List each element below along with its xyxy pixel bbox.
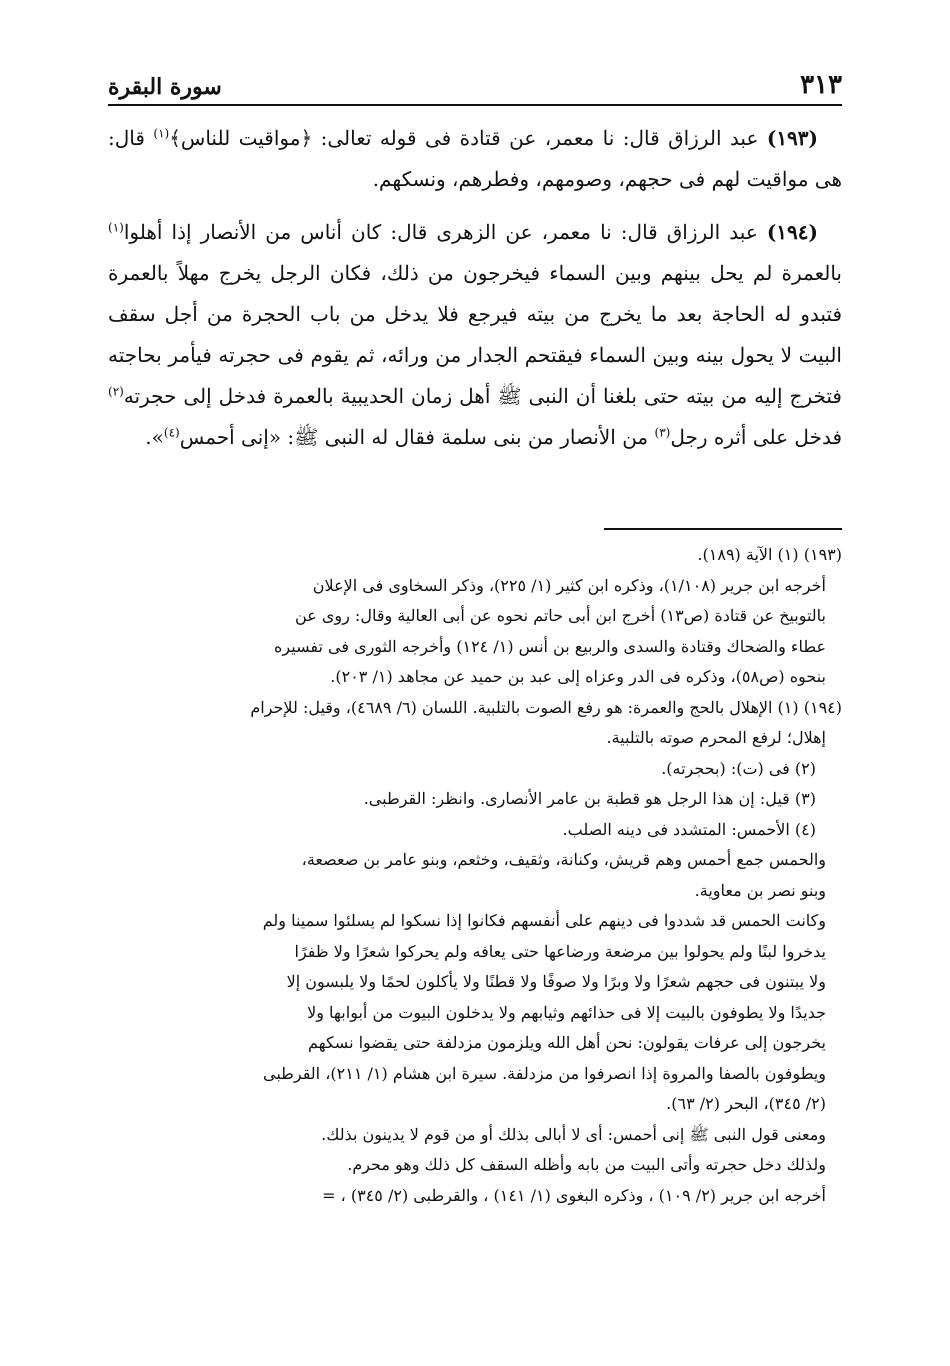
text-segment: من الأنصار من بنى سلمة فقال له النبى ﷺ: «إنى أحمس (179, 425, 655, 449)
header-rule (108, 104, 842, 106)
footnote-line: (٤) الأحمس: المتشدد فى دينه الصلب. (562, 819, 816, 839)
footnote-line: ومعنى قول النبى ﷺ إنى أحمس: أى لا أبالى بذلك أو من قوم لا يدينون بذلك. (321, 1124, 826, 1144)
footnote-line: أخرجه ابن جرير (٢/ ١٠٩) ، وذكره البغوى (١/ ١٤١) ، والقرطبى (٢/ ٣٤٥) ، = (322, 1185, 826, 1205)
footnote-line: (٢/ ٣٤٥)، البحر (٢/ ٦٣). (666, 1094, 826, 1113)
page-number: ٣١٣ (800, 70, 842, 100)
footnote-line: إهلال؛ لرفع المحرم صوته بالتلبية. (606, 728, 826, 747)
footnote-ref: (٢) (108, 384, 124, 399)
footnote-ref: (١) (108, 220, 124, 235)
footnote-line: (٢) فى (ت): (بحجرته). (661, 758, 816, 778)
text-segment: عبد الرزاق قال: نا معمر، عن قتادة فى قوله تعالى: ﴿مواقيت للناس﴾ (169, 126, 767, 150)
footnote-line: (١٩٤) (١) الإهلال بالحج والعمرة: هو رفع الصوت بالتلبية. اللسان (٦/ ٤٦٨٩)، وقيل: للإحرام (250, 697, 842, 717)
page-header (108, 60, 842, 100)
footnote-line: والحمس جمع أحمس وهم قريش، وكنانة، وثقيف، وخثعم، وبنو عامر بن صعصعة، (301, 850, 826, 869)
report-number: (١٩٤) (766, 220, 818, 244)
paragraph-193 (108, 118, 842, 200)
footnote-ref: (٣) (654, 425, 671, 440)
footnote-ref: (١) (153, 126, 170, 141)
report-number: (١٩٣) (766, 126, 819, 150)
footnote-line: بالتوبيخ عن قتادة (ص١٣) أخرج ابن أبى حاتم نحوه عن أبى العالية وقال: روى عن (295, 606, 826, 625)
text-segment: بالعمرة لم يحل بينهم وبين السماء فيخرجون من ذلك، فكان الرجل يخرج مهلاً بالعمرة فتبدو له الحاجة بعد ما يخرج من بيته فيرجع فلا يدخل من باب الحجرة من أجل سقف البيت لا يحول بينه وبين السماء فيقتحم الجدار من ورائه، ثم يقوم فى حجرته فيأمر بحاجته فتخرج إليه من بيته حتى بلغنا أن النبى ﷺ أهل زمان الحديبية بالعمرة فدخل إلى حجرته (108, 261, 843, 408)
footnote-line: أخرجه ابن جرير (١/١٠٨)، وذكره ابن كثير (١/ ٢٢٥)، وذكر السخاوى فى الإعلان (312, 575, 826, 595)
footnote-line: يخرجون إلى عرفات يقولون: نحن أهل الله ويلزمون مزدلفة حتى يقضوا نسكهم (307, 1033, 826, 1052)
surah-title: سورة البقرة (108, 74, 222, 100)
paragraph-194 (108, 212, 842, 458)
footnote-line: عطاء والضحاك وقتادة والسدى والربيع بن أنس (١/ ١٢٤) وأخرجه الثورى فى تفسيره (274, 636, 826, 656)
footnote-line: وكانت الحمس قد شددوا فى دينهم على أنفسهم فكانوا إذا نسكوا لم يسلئوا سمينا ولم (262, 911, 826, 930)
text-segment: قال: هى مواقيت لهم فى حجهم، وصومهم، وفطرهم، ونسكهم. (108, 126, 842, 191)
footnote-line: جديدًا ولا يطوفون بالبيت إلا فى حذائهم وثيابهم ولا يدخلون البيوت من أبوابها ولا (307, 1002, 826, 1022)
footnote-ref: (٤) (163, 425, 180, 440)
footnotes (108, 540, 842, 1211)
footnote-line: ولا يبتنون فى حجهم شعرًا ولا وبرًا ولا صوفًا ولا قطنًا ولا يأكلون لحمًا ولا يلبسون إلا (286, 972, 826, 991)
footnote-line: وبنو نصر بن معاوية. (694, 880, 826, 900)
footnote-line: (٣) قيل: إن هذا الرجل هو قطبة بن عامر الأنصارى. وانظر: القرطبى. (363, 789, 816, 808)
footnote-line: ويطوفون بالصفا والمروة إذا انصرفوا من مزدلفة. سيرة ابن هشام (١/ ٢١١)، القرطبى (262, 1063, 826, 1083)
footnote-line: يدخروا لبنًا ولم يحولوا بين مرضعة ورضاعها حتى يعافه ولم يحركوا شعرًا ولا ظفرًا (294, 941, 826, 961)
footnote-line: بنحوه (ص٥٨)، وذكره فى الدر وعزاه إلى عبد بن حميد عن مجاهد (١/ ٢٠٣). (330, 667, 826, 686)
footnote-line: (١٩٣) (١) الآية (١٨٩). (697, 545, 842, 564)
text-segment: ». (145, 425, 164, 449)
footnote-line: ولذلك دخل حجرته وأتى البيت من بابه وأظله السقف كل ذلك وهو محرم. (347, 1155, 826, 1174)
footnote-separator (604, 528, 842, 530)
text-segment: عبد الرزاق قال: نا معمر، عن الزهرى قال: كان أناس من الأنصار إذا أهلوا (123, 220, 767, 244)
text-segment: فدخل على أثره رجل (670, 425, 842, 449)
main-text (108, 118, 842, 470)
